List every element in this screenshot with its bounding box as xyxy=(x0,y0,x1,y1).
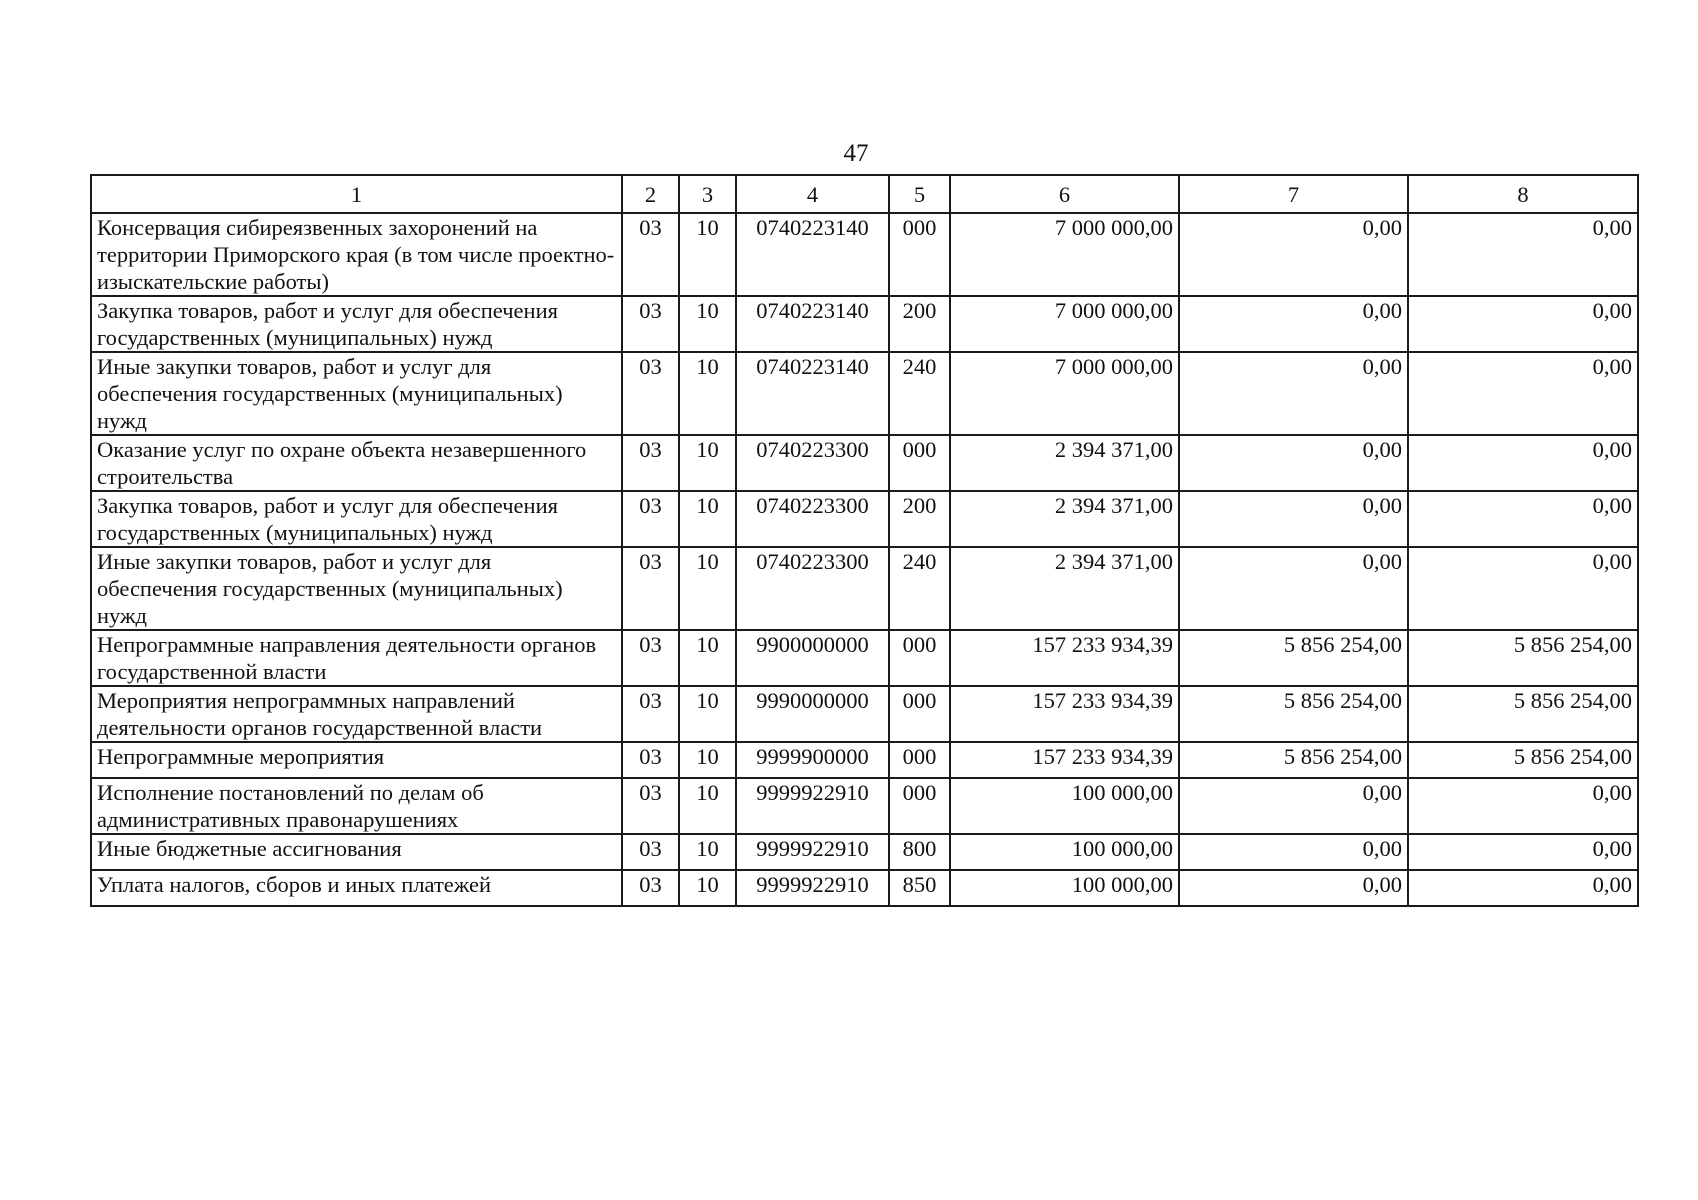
target-article-code-cell: 0740223300 xyxy=(736,491,889,547)
row-name-cell: Мероприятия непрограммных направлений деятельности органов государственной власти xyxy=(91,686,622,742)
amount-col6-cell: 2 394 371,00 xyxy=(950,547,1179,630)
amount-col8-cell: 0,00 xyxy=(1408,213,1638,296)
header-cell: 1 xyxy=(91,175,622,213)
target-article-code-cell: 9900000000 xyxy=(736,630,889,686)
table-row xyxy=(91,435,1638,491)
section-code-cell: 03 xyxy=(622,435,679,491)
amount-col8-cell: 5 856 254,00 xyxy=(1408,630,1638,686)
target-article-code-cell: 9999922910 xyxy=(736,834,889,870)
section-code-cell: 03 xyxy=(622,870,679,906)
target-article-code-cell: 0740223300 xyxy=(736,435,889,491)
table-row xyxy=(91,352,1638,435)
amount-col6-cell: 2 394 371,00 xyxy=(950,491,1179,547)
subsection-code-cell: 10 xyxy=(679,742,736,778)
section-code-cell: 03 xyxy=(622,742,679,778)
amount-col6-cell: 157 233 934,39 xyxy=(950,630,1179,686)
row-name-cell: Иные бюджетные ассигнования xyxy=(91,834,622,870)
amount-col8-cell: 0,00 xyxy=(1408,435,1638,491)
budget-table xyxy=(90,174,1639,907)
amount-col7-cell: 0,00 xyxy=(1179,778,1408,834)
budget-table-body xyxy=(91,175,1638,906)
expense-type-code-cell: 000 xyxy=(889,213,950,296)
amount-col7-cell: 0,00 xyxy=(1179,352,1408,435)
section-code-cell: 03 xyxy=(622,352,679,435)
amount-col8-cell: 5 856 254,00 xyxy=(1408,742,1638,778)
subsection-code-cell: 10 xyxy=(679,435,736,491)
subsection-code-cell: 10 xyxy=(679,686,736,742)
amount-col8-cell: 0,00 xyxy=(1408,491,1638,547)
section-code-cell: 03 xyxy=(622,686,679,742)
expense-type-code-cell: 200 xyxy=(889,296,950,352)
expense-type-code-cell: 240 xyxy=(889,352,950,435)
target-article-code-cell: 9990000000 xyxy=(736,686,889,742)
row-name-cell: Консервация сибиреязвенных захоронений на территории Приморского края (в том числе проектно-изыскательские работы) xyxy=(91,213,622,296)
target-article-code-cell: 0740223300 xyxy=(736,547,889,630)
table-row xyxy=(91,742,1638,778)
section-code-cell: 03 xyxy=(622,547,679,630)
amount-col7-cell: 0,00 xyxy=(1179,296,1408,352)
row-name-cell: Иные закупки товаров, работ и услуг для обеспечения государственных (муниципальных) нужд xyxy=(91,352,622,435)
amount-col6-cell: 100 000,00 xyxy=(950,834,1179,870)
target-article-code-cell: 9999922910 xyxy=(736,778,889,834)
row-name-cell: Исполнение постановлений по делам об административных правонарушениях xyxy=(91,778,622,834)
amount-col7-cell: 5 856 254,00 xyxy=(1179,630,1408,686)
amount-col8-cell: 0,00 xyxy=(1408,870,1638,906)
amount-col7-cell: 0,00 xyxy=(1179,213,1408,296)
header-cell: 8 xyxy=(1408,175,1638,213)
header-row xyxy=(91,175,1638,213)
table-row xyxy=(91,870,1638,906)
row-name-cell: Уплата налогов, сборов и иных платежей xyxy=(91,870,622,906)
target-article-code-cell: 0740223140 xyxy=(736,352,889,435)
subsection-code-cell: 10 xyxy=(679,547,736,630)
amount-col6-cell: 7 000 000,00 xyxy=(950,213,1179,296)
table-row xyxy=(91,686,1638,742)
subsection-code-cell: 10 xyxy=(679,834,736,870)
amount-col6-cell: 2 394 371,00 xyxy=(950,435,1179,491)
section-code-cell: 03 xyxy=(622,834,679,870)
amount-col7-cell: 0,00 xyxy=(1179,435,1408,491)
amount-col8-cell: 5 856 254,00 xyxy=(1408,686,1638,742)
header-cell: 2 xyxy=(622,175,679,213)
header-cell: 6 xyxy=(950,175,1179,213)
amount-col6-cell: 7 000 000,00 xyxy=(950,352,1179,435)
table-row xyxy=(91,778,1638,834)
target-article-code-cell: 9999922910 xyxy=(736,870,889,906)
section-code-cell: 03 xyxy=(622,296,679,352)
section-code-cell: 03 xyxy=(622,491,679,547)
expense-type-code-cell: 000 xyxy=(889,778,950,834)
amount-col6-cell: 157 233 934,39 xyxy=(950,686,1179,742)
amount-col6-cell: 100 000,00 xyxy=(950,870,1179,906)
expense-type-code-cell: 800 xyxy=(889,834,950,870)
section-code-cell: 03 xyxy=(622,630,679,686)
subsection-code-cell: 10 xyxy=(679,778,736,834)
amount-col8-cell: 0,00 xyxy=(1408,778,1638,834)
section-code-cell: 03 xyxy=(622,213,679,296)
expense-type-code-cell: 000 xyxy=(889,686,950,742)
expense-type-code-cell: 000 xyxy=(889,435,950,491)
amount-col6-cell: 7 000 000,00 xyxy=(950,296,1179,352)
subsection-code-cell: 10 xyxy=(679,870,736,906)
subsection-code-cell: 10 xyxy=(679,213,736,296)
target-article-code-cell: 0740223140 xyxy=(736,296,889,352)
expense-type-code-cell: 240 xyxy=(889,547,950,630)
amount-col6-cell: 100 000,00 xyxy=(950,778,1179,834)
row-name-cell: Иные закупки товаров, работ и услуг для обеспечения государственных (муниципальных) нужд xyxy=(91,547,622,630)
table-row xyxy=(91,630,1638,686)
amount-col7-cell: 0,00 xyxy=(1179,491,1408,547)
amount-col8-cell: 0,00 xyxy=(1408,296,1638,352)
header-cell: 3 xyxy=(679,175,736,213)
row-name-cell: Закупка товаров, работ и услуг для обеспечения государственных (муниципальных) нужд xyxy=(91,296,622,352)
target-article-code-cell: 9999900000 xyxy=(736,742,889,778)
row-name-cell: Непрограммные мероприятия xyxy=(91,742,622,778)
amount-col7-cell: 5 856 254,00 xyxy=(1179,742,1408,778)
subsection-code-cell: 10 xyxy=(679,352,736,435)
expense-type-code-cell: 000 xyxy=(889,742,950,778)
expense-type-code-cell: 000 xyxy=(889,630,950,686)
amount-col7-cell: 0,00 xyxy=(1179,870,1408,906)
table-row xyxy=(91,547,1638,630)
amount-col7-cell: 0,00 xyxy=(1179,547,1408,630)
subsection-code-cell: 10 xyxy=(679,491,736,547)
amount-col8-cell: 0,00 xyxy=(1408,547,1638,630)
row-name-cell: Непрограммные направления деятельности органов государственной власти xyxy=(91,630,622,686)
page-number: 47 xyxy=(843,140,869,167)
row-name-cell: Закупка товаров, работ и услуг для обеспечения государственных (муниципальных) нужд xyxy=(91,491,622,547)
amount-col8-cell: 0,00 xyxy=(1408,352,1638,435)
table-row xyxy=(91,296,1638,352)
section-code-cell: 03 xyxy=(622,778,679,834)
amount-col7-cell: 0,00 xyxy=(1179,834,1408,870)
header-cell: 7 xyxy=(1179,175,1408,213)
header-cell: 5 xyxy=(889,175,950,213)
table-row xyxy=(91,834,1638,870)
table-row xyxy=(91,213,1638,296)
amount-col8-cell: 0,00 xyxy=(1408,834,1638,870)
expense-type-code-cell: 200 xyxy=(889,491,950,547)
expense-type-code-cell: 850 xyxy=(889,870,950,906)
amount-col6-cell: 157 233 934,39 xyxy=(950,742,1179,778)
subsection-code-cell: 10 xyxy=(679,296,736,352)
table-row xyxy=(91,491,1638,547)
target-article-code-cell: 0740223140 xyxy=(736,213,889,296)
amount-col7-cell: 5 856 254,00 xyxy=(1179,686,1408,742)
header-cell: 4 xyxy=(736,175,889,213)
subsection-code-cell: 10 xyxy=(679,630,736,686)
row-name-cell: Оказание услуг по охране объекта незавершенного строительства xyxy=(91,435,622,491)
